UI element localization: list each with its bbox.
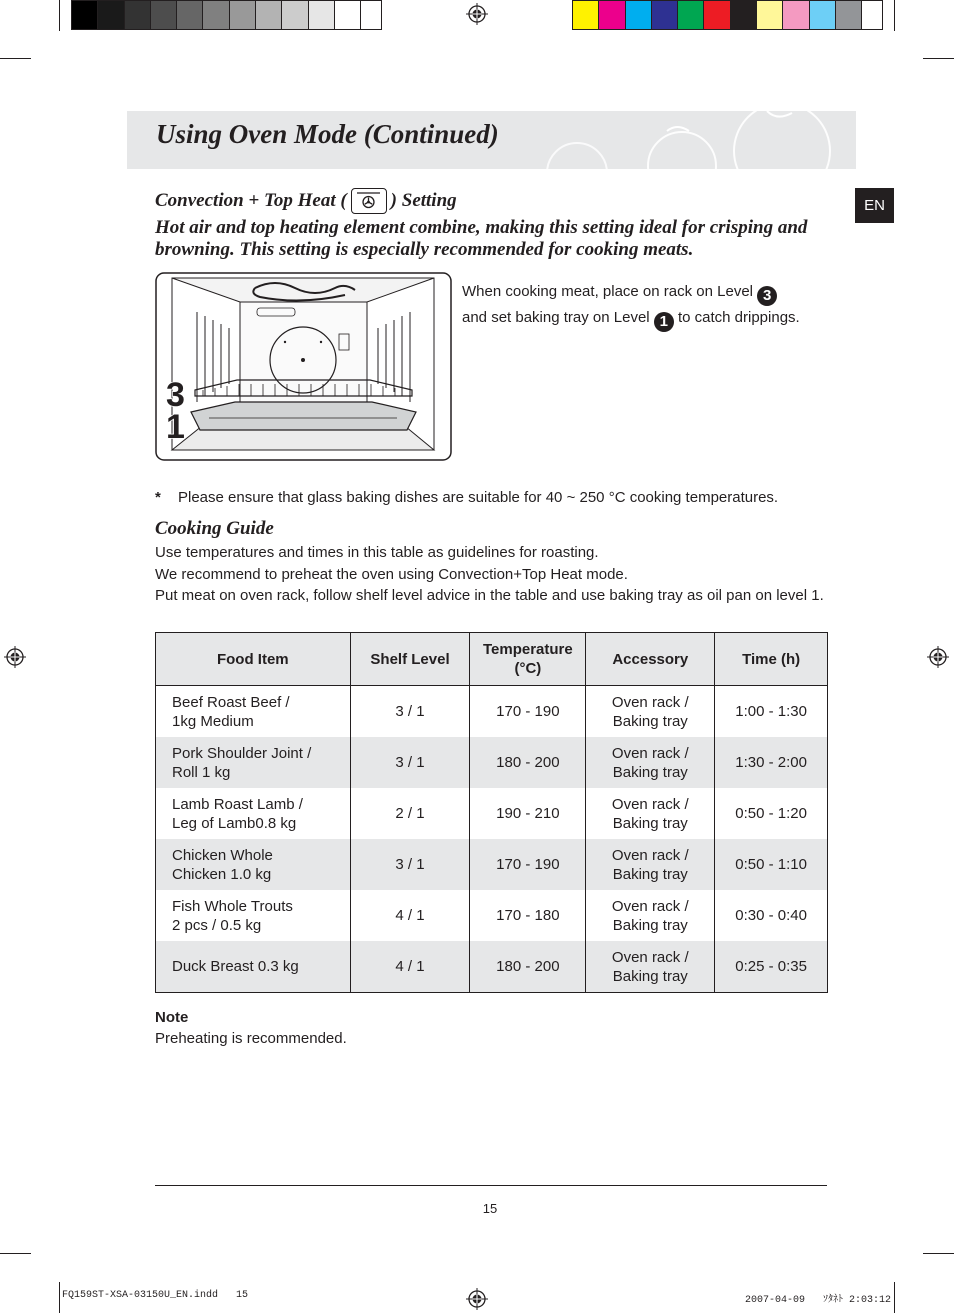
- shelf-cell: 3 / 1: [350, 686, 470, 738]
- accessory-cell: Oven rack / Baking tray: [586, 839, 715, 890]
- color-swatch: [72, 1, 98, 29]
- shelf-cell: 3 / 1: [350, 839, 470, 890]
- caption-line-1: When cooking meat, place on rack on Level 3: [462, 280, 842, 306]
- temperature-cell: 180 - 200: [470, 737, 586, 788]
- table-row: [156, 890, 828, 941]
- time-cell: 1:00 - 1:30: [715, 686, 828, 738]
- crop-mark: [894, 0, 895, 31]
- color-swatch: [98, 1, 124, 29]
- color-swatch: [626, 1, 652, 29]
- table-row: [156, 839, 828, 890]
- oven-interior-illustration: [155, 272, 452, 462]
- color-calibration-bar: [572, 0, 883, 30]
- level-1-marker: 1: [166, 408, 185, 446]
- temperature-cell: 170 - 190: [470, 839, 586, 890]
- accessory-cell: Oven rack / Baking tray: [586, 686, 715, 738]
- time-cell: 0:25 - 0:35: [715, 941, 828, 993]
- shelf-cell: 4 / 1: [350, 890, 470, 941]
- color-swatch: [599, 1, 625, 29]
- cooking-guide-table: [155, 632, 828, 993]
- guide-line-2: We recommend to preheat the oven using Convection+Top Heat mode.: [155, 566, 628, 583]
- date-slug: 2007-04-09 ｿﾀﾈﾄ 2:03:12: [745, 1295, 892, 1306]
- note-text: Preheating is recommended.: [155, 1030, 347, 1047]
- color-swatch: [757, 1, 783, 29]
- color-swatch: [282, 1, 308, 29]
- setting-heading: [155, 188, 457, 214]
- setting-intro: Hot air and top heating element combine, making this setting ideal for crisping and browning. This setting is especially recommended for cooking meats.: [155, 217, 808, 260]
- footer-rule: [155, 1185, 827, 1186]
- color-swatch: [335, 1, 361, 29]
- color-swatch: [573, 1, 599, 29]
- food-cell: Chicken Whole Chicken 1.0 kg: [156, 839, 351, 890]
- color-swatch: [836, 1, 862, 29]
- column-header: Accessory: [586, 633, 715, 686]
- column-header: Temperature (°C): [470, 633, 586, 686]
- accessory-cell: Oven rack / Baking tray: [586, 890, 715, 941]
- food-cell: Beef Roast Beef / 1kg Medium: [156, 686, 351, 738]
- registration-mark-icon: [466, 1288, 488, 1310]
- asterisk-note: [155, 488, 835, 507]
- color-swatch: [652, 1, 678, 29]
- asterisk-note-text: Please ensure that glass baking dishes are suitable for 40 ~ 250 °C cooking temperatures.: [178, 489, 779, 506]
- table-row: [156, 686, 828, 738]
- color-swatch: [731, 1, 757, 29]
- temperature-cell: 190 - 210: [470, 788, 586, 839]
- color-swatch: [177, 1, 203, 29]
- time-cell: 1:30 - 2:00: [715, 737, 828, 788]
- crop-mark: [923, 58, 954, 59]
- grayscale-calibration-bar: [71, 0, 382, 30]
- column-header: Food Item: [156, 633, 351, 686]
- section-banner: [127, 111, 856, 169]
- page-title: Using Oven Mode (Continued): [156, 119, 499, 149]
- color-swatch: [783, 1, 809, 29]
- registration-mark-icon: [466, 3, 488, 25]
- color-swatch: [203, 1, 229, 29]
- time-cell: 0:30 - 0:40: [715, 890, 828, 941]
- temperature-cell: 170 - 190: [470, 686, 586, 738]
- guide-line-1: Use temperatures and times in this table as guidelines for roasting.: [155, 544, 599, 561]
- color-swatch: [230, 1, 256, 29]
- column-header: Time (h): [715, 633, 828, 686]
- table-header-row: [156, 633, 828, 686]
- table-row: [156, 737, 828, 788]
- language-tab: EN: [855, 188, 894, 223]
- column-header: Shelf Level: [350, 633, 470, 686]
- caption-line-2: and set baking tray on Level 1 to catch drippings.: [462, 309, 800, 330]
- heading-suffix: ) Setting: [390, 190, 457, 211]
- guide-line-3: Put meat on oven rack, follow shelf level advice in the table and use baking tray as oil pan on level 1.: [155, 587, 824, 604]
- registration-mark-icon: [4, 646, 26, 668]
- convection-top-heat-icon: [351, 188, 387, 214]
- color-swatch: [810, 1, 836, 29]
- asterisk-mark: *: [155, 489, 161, 506]
- color-swatch: [125, 1, 151, 29]
- time-cell: 0:50 - 1:20: [715, 788, 828, 839]
- food-cell: Pork Shoulder Joint / Roll 1 kg: [156, 737, 351, 788]
- table-row: [156, 788, 828, 839]
- color-swatch: [704, 1, 730, 29]
- registration-mark-icon: [927, 646, 949, 668]
- color-swatch: [151, 1, 177, 29]
- accessory-cell: Oven rack / Baking tray: [586, 737, 715, 788]
- level-1-badge: 1: [654, 312, 674, 332]
- level-3-badge: 3: [757, 286, 777, 306]
- note-label: Note: [155, 1009, 189, 1026]
- food-cell: Lamb Roast Lamb / Leg of Lamb0.8 kg: [156, 788, 351, 839]
- crop-mark: [59, 1282, 60, 1313]
- accessory-cell: Oven rack / Baking tray: [586, 788, 715, 839]
- food-cell: Duck Breast 0.3 kg: [156, 941, 351, 993]
- heading-prefix: Convection + Top Heat (: [155, 190, 347, 211]
- food-cell: Fish Whole Trouts 2 pcs / 0.5 kg: [156, 890, 351, 941]
- table-row: [156, 941, 828, 993]
- shelf-cell: 2 / 1: [350, 788, 470, 839]
- file-slug: FQ159ST-XSA-03150U_EN.indd 15: [62, 1290, 249, 1301]
- shelf-cell: 4 / 1: [350, 941, 470, 993]
- time-cell: 0:50 - 1:10: [715, 839, 828, 890]
- accessory-cell: Oven rack / Baking tray: [586, 941, 715, 993]
- crop-mark: [0, 58, 31, 59]
- crop-mark: [59, 0, 60, 31]
- level-3-marker: 3: [166, 376, 185, 414]
- crop-mark: [894, 1282, 895, 1313]
- crop-mark: [0, 1253, 31, 1254]
- crop-mark: [923, 1253, 954, 1254]
- temperature-cell: 170 - 180: [470, 890, 586, 941]
- cooking-guide-heading: Cooking Guide: [155, 518, 274, 539]
- shelf-cell: 3 / 1: [350, 737, 470, 788]
- color-swatch: [309, 1, 335, 29]
- figure-caption: [462, 280, 842, 332]
- temperature-cell: 180 - 200: [470, 941, 586, 993]
- color-swatch: [678, 1, 704, 29]
- page-number: 15: [482, 1201, 498, 1216]
- color-swatch: [256, 1, 282, 29]
